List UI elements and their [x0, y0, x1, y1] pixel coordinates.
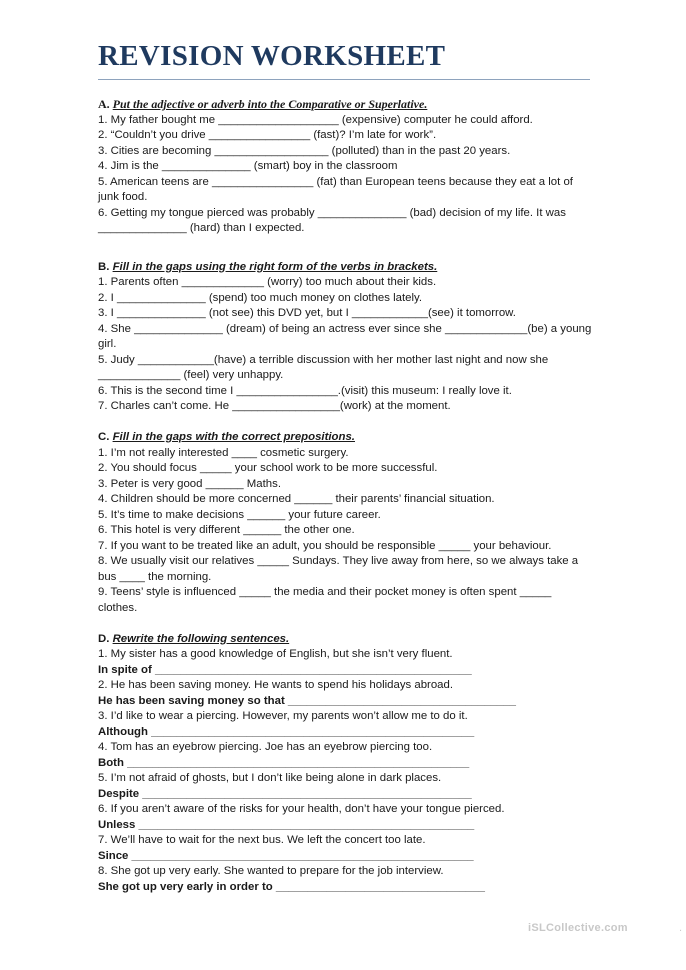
section-letter: C. [98, 431, 110, 443]
exercise-line: 5. Judy ____________(have) a terrible discussion with her mother last night and now she [98, 353, 549, 366]
section-heading [98, 97, 598, 113]
answer-line: Despite ____________________________________________________ [98, 787, 472, 800]
answer-line: In spite of __________________________________________________ [98, 663, 472, 676]
section-instruction: Put the adjective or adverb into the Comparative or Superlative. [112, 97, 428, 111]
exercise-line: 9. Teens’ style is influenced _____ the media and their pocket money is often spent _____ [98, 586, 552, 598]
exercise-line: junk food. [98, 191, 148, 203]
exercise-line: 7. If you want to be treated like an adult, you should be responsible _____ your behaviour. [98, 539, 552, 552]
exercise-line: 8. We usually visit our relatives _____ Sundays. They live away from here, so we always take a [98, 555, 579, 567]
section-heading [98, 632, 598, 648]
watermark: iSLCollective.com [528, 922, 628, 934]
exercise-line: 7. Charles can’t come. He _________________(work) at the moment. [98, 400, 451, 412]
section-instruction: Fill in the gaps using the right form of the verbs in brackets. [112, 260, 438, 273]
answer-line: Since ______________________________________________________ [98, 849, 474, 862]
exercise-line: 4. Children should be more concerned ______ their parents’ financial situation. [98, 493, 495, 505]
section-instruction: Fill in the gaps with the correct prepositions. [112, 431, 355, 443]
exercise-line: 4. She ______________ (dream) of being an actress ever since she _____________(be) a young [98, 322, 592, 335]
exercise-line: 6. If you aren’t aware of the risks for your health, don’t have your tongue pierced. [98, 803, 505, 815]
exercise-line: 3. Cities are becoming __________________ (polluted) than in the past 20 years. [98, 144, 511, 157]
exercise-line: 6. This hotel is very different ______ the other one. [98, 524, 355, 536]
section-d [98, 632, 598, 896]
exercise-line: 5. I’m not afraid of ghosts, but I don’t like being alone in dark places. [98, 772, 442, 784]
exercise-line: 2. You should focus _____ your school work to be more successful. [98, 462, 438, 474]
section-a [98, 97, 598, 237]
section-heading [98, 430, 598, 446]
exercise-line: 2. “Couldn’t you drive ________________ (fast)? I’m late for work”. [98, 129, 437, 141]
exercise-line: 4. Tom has an eyebrow piercing. Joe has an eyebrow piercing too. [98, 741, 433, 753]
exercise-line: ______________ (hard) than I expected. [98, 222, 305, 234]
exercise-line: girl. [98, 338, 117, 350]
answer-line: She got up very early in order to _________________________________ [98, 880, 485, 893]
exercise-line: 8. She got up very early. She wanted to prepare for the job interview. [98, 865, 444, 877]
section-letter: B. [98, 260, 110, 273]
worksheet-title: REVISION WORKSHEET [98, 40, 446, 72]
exercise-line: 2. I ______________ (spend) too much money on clothes lately. [98, 291, 423, 304]
answer-line: He has been saving money so that ____________________________________ [98, 694, 516, 707]
watermark-dot: . [679, 922, 683, 934]
answer-line: Unless _____________________________________________________ [98, 818, 475, 831]
exercise-line: 1. I’m not really interested ____ cosmetic surgery. [98, 446, 349, 459]
exercise-line: bus ____ the morning. [98, 570, 212, 583]
section-instruction: Rewrite the following sentences. [112, 632, 290, 645]
exercise-line: 1. My father bought me ___________________ (expensive) computer he could afford. [98, 113, 533, 126]
exercise-line: 3. I ______________ (not see) this DVD yet, but I ____________(see) it tomorrow. [98, 307, 516, 319]
section-letter: D. [98, 632, 110, 645]
exercise-line: _____________ (feel) very unhappy. [98, 369, 284, 381]
exercise-line: 5. It’s time to make decisions ______ your future career. [98, 508, 381, 521]
exercise-line: 7. We’ll have to wait for the next bus. We left the concert too late. [98, 834, 426, 846]
section-c [98, 430, 598, 616]
section-letter: A. [98, 97, 110, 111]
answer-line: Both ______________________________________________________ [98, 756, 470, 769]
exercise-line: 2. He has been saving money. He wants to spend his holidays abroad. [98, 679, 454, 691]
exercise-line: 3. Peter is very good ______ Maths. [98, 477, 281, 490]
section-heading [98, 260, 598, 276]
exercise-line: 4. Jim is the ______________ (smart) boy in the classroom [98, 160, 398, 172]
worksheet-body [98, 97, 598, 911]
exercise-line: 1. Parents often _____________ (worry) too much about their kids. [98, 276, 437, 288]
exercise-line: 6. This is the second time I ________________.(visit) this museum: I really love it. [98, 384, 512, 397]
exercise-line: 1. My sister has a good knowledge of English, but she isn’t very fluent. [98, 648, 453, 660]
exercise-line: 5. American teens are ________________ (fat) than European teens because they eat a lot of [98, 175, 573, 188]
section-b [98, 260, 598, 415]
exercise-line: clothes. [98, 601, 138, 614]
answer-line: Although ___________________________________________________ [98, 725, 475, 738]
exercise-line: 6. Getting my tongue pierced was probably ______________ (bad) decision of my life. It was [98, 206, 566, 219]
exercise-line: 3. I’d like to wear a piercing. However, my parents won’t allow me to do it. [98, 710, 468, 722]
title-divider [98, 79, 590, 80]
